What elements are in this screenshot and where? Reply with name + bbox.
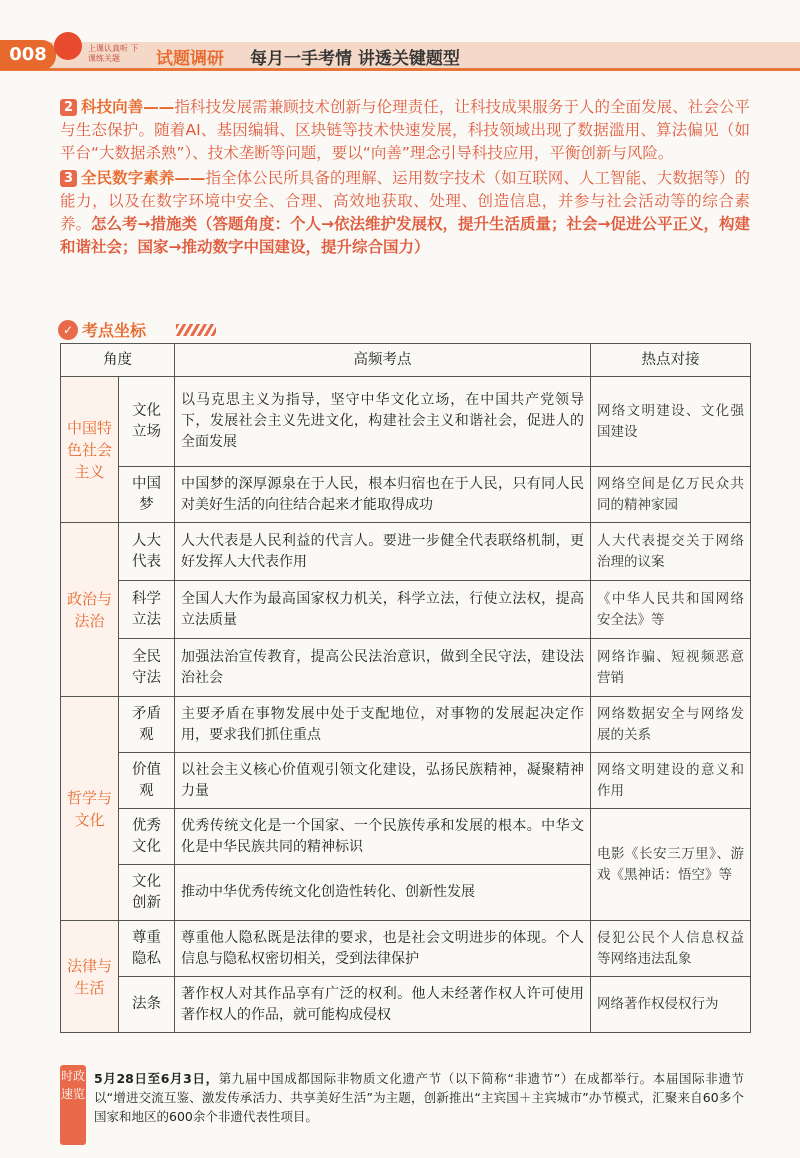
exam-angle: 怎么考→措施类（答题角度：个人→依法维护发展权，提升生活质量；社会→促进公平正义，构建和谐社会；国家→推动数字中国建设，提升综合国力）	[60, 215, 750, 256]
category-cell: 哲学与文化	[61, 697, 119, 921]
subcategory-cell: 优秀文化	[119, 809, 175, 865]
key-point-cell: 著作权人对其作品享有广泛的权利。他人未经著作权人许可使用著作权人的作品，就可能构成侵权	[175, 977, 591, 1033]
hotspot-cell: 网络著作权侵权行为	[591, 977, 751, 1033]
header-cell-hot: 热点对接	[591, 344, 751, 377]
table-row	[61, 809, 751, 865]
table-row	[61, 377, 751, 467]
section-subtitle: 每月一手考情 讲透关键题型	[250, 49, 460, 69]
term-definition: 指科技发展需兼顾技术创新与伦理责任，让科技成果服务于人的全面发展、社会公平与生态保护。随着AI、基因编辑、区块链等技术快速发展，科技领域出现了数据滥用、算法偏见（如平台“大数据杀熟”）、技术垄断等问题，要以“向善”理念引导科技应用，平衡创新与风险。	[60, 98, 750, 162]
table-row	[61, 753, 751, 809]
hotspot-cell: 电影《长安三万里》、游戏《黑神话：悟空》等	[591, 809, 751, 921]
hotspot-cell: 网络文明建设、文化强国建设	[591, 377, 751, 467]
intro-paragraph	[60, 96, 750, 165]
chart-icon: ✓	[58, 320, 78, 340]
table-row	[61, 921, 751, 977]
subcategory-cell: 价值观	[119, 753, 175, 809]
table-row	[61, 523, 751, 581]
subcategory-cell: 文化创新	[119, 865, 175, 921]
table-header-row	[61, 344, 751, 377]
section-label: 试题调研	[156, 49, 224, 69]
hotspot-cell: 网络文明建设的意义和作用	[591, 753, 751, 809]
header-cell-kp: 高频考点	[175, 344, 591, 377]
hotspot-cell: 侵犯公民个人信息权益等网络违法乱象	[591, 921, 751, 977]
mascot-badge-icon	[54, 32, 82, 60]
table-row	[61, 581, 751, 639]
subcategory-cell: 文化立场	[119, 377, 175, 467]
key-point-cell: 中国梦的深厚源泉在于人民，根本归宿也在于人民，只有同人民对美好生活的向往结合起来才能取得成功	[175, 467, 591, 523]
subcategory-cell: 中国梦	[119, 467, 175, 523]
key-point-cell: 推动中华优秀传统文化创造性转化、创新性发展	[175, 865, 591, 921]
subcategory-cell: 人大代表	[119, 523, 175, 581]
hotspot-cell: 网络空间是亿万民众共同的精神家园	[591, 467, 751, 523]
page-header	[0, 0, 800, 76]
key-point-cell: 人大代表是人民利益的代言人。要进一步健全代表联络机制，更好发挥人大代表作用	[175, 523, 591, 581]
table-row	[61, 639, 751, 697]
news-body: 第九届中国成都国际非物质文化遗产节（以下简称“非遗节”）在成都举行。本届国际非遗节以“增进交流互鉴、激发传承活力、共享美好生活”为主题，创新推出“主宾国＋主宾城市”办节模式，汇聚来自60多个国家和地区的600余个非遗代表性项目。	[94, 1071, 744, 1124]
term-title: 科技向善——	[81, 98, 175, 116]
hotspot-cell: 人大代表提交关于网络治理的议案	[591, 523, 751, 581]
item-number: 3	[60, 170, 77, 187]
table-row	[61, 467, 751, 523]
key-point-cell: 主要矛盾在事物发展中处于支配地位，对事物的发展起决定作用，要求我们抓住重点	[175, 697, 591, 753]
kp-title: 考点坐标	[82, 321, 147, 340]
title-stripe-decoration	[176, 324, 216, 336]
table-row	[61, 697, 751, 753]
kp-table-wrap	[60, 343, 750, 1033]
kp-table	[60, 343, 751, 1033]
news-tab-label: 时政速览	[60, 1065, 86, 1145]
hotspot-cell: 《中华人民共和国网络安全法》等	[591, 581, 751, 639]
category-cell: 法律与生活	[61, 921, 119, 1033]
term-title: 全民数字素养——	[81, 169, 206, 187]
subcategory-cell: 尊重隐私	[119, 921, 175, 977]
subcategory-cell: 法条	[119, 977, 175, 1033]
subcategory-cell: 全民守法	[119, 639, 175, 697]
intro-section	[60, 96, 750, 261]
subcategory-cell: 科学立法	[119, 581, 175, 639]
news-lead: 5月28日至6月3日，	[94, 1071, 219, 1086]
hotspot-cell: 网络数据安全与网络发展的关系	[591, 697, 751, 753]
news-box	[60, 1065, 750, 1145]
intro-paragraph	[60, 167, 750, 259]
term-definition: 指全体公民所具备的理解、运用数字技术（如互联网、人工智能、大数据等）的能力，以及在数字环境中安全、合理、高效地获取、处理、创造信息，并参与社会活动等的综合素养。	[60, 169, 750, 233]
page-number: 008	[0, 40, 56, 70]
header-slogan: 上课认真听 下课练关题	[88, 44, 139, 63]
news-text	[94, 1069, 744, 1126]
table-row	[61, 977, 751, 1033]
category-cell: 中国特色社会主义	[61, 377, 119, 523]
category-cell: 政治与法治	[61, 523, 119, 697]
item-number: 2	[60, 99, 77, 116]
key-point-cell: 加强法治宣传教育，提高公民法治意识，做到全民守法，建设法治社会	[175, 639, 591, 697]
key-point-cell: 尊重他人隐私既是法律的要求，也是社会文明进步的体现。个人信息与隐私权密切相关，受到法律保护	[175, 921, 591, 977]
key-point-cell: 以社会主义核心价值观引领文化建设，弘扬民族精神，凝聚精神力量	[175, 753, 591, 809]
key-point-cell: 全国人大作为最高国家权力机关，科学立法，行使立法权，提高立法质量	[175, 581, 591, 639]
key-point-cell: 优秀传统文化是一个国家、一个民族传承和发展的根本。中华文化是中华民族共同的精神标识	[175, 809, 591, 865]
key-point-cell: 以马克思主义为指导，坚守中华文化立场，在中国共产党领导下，发展社会主义先进文化，构建社会主义和谐社会，促进人的全面发展	[175, 377, 591, 467]
header-cell-angle: 角度	[61, 344, 175, 377]
hotspot-cell: 网络诈骗、短视频恶意营销	[591, 639, 751, 697]
subcategory-cell: 矛盾观	[119, 697, 175, 753]
